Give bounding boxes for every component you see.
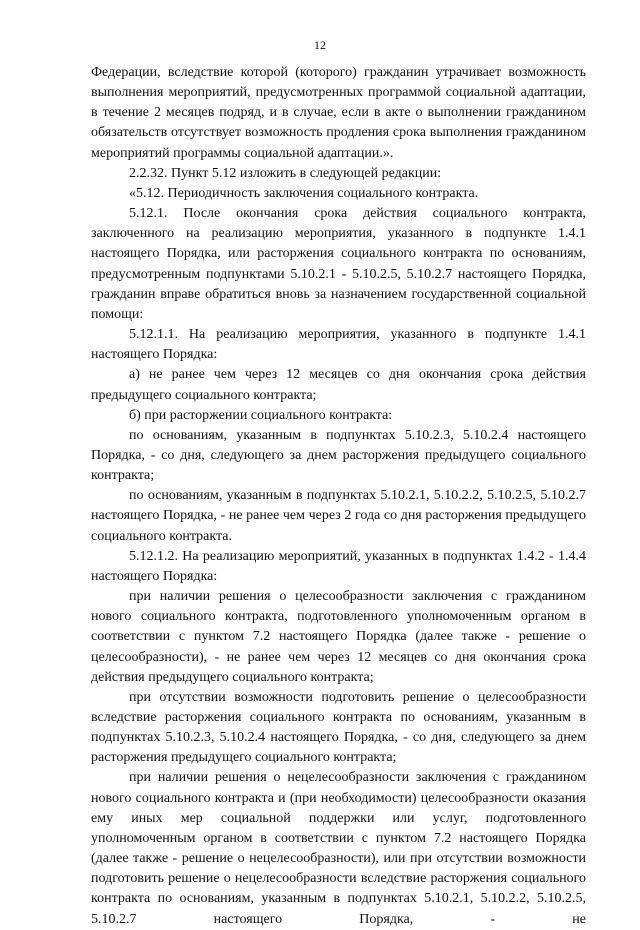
- paragraph-5-12-1-2: 5.12.1.2. На реализацию мероприятий, указанных в подпунктах 1.4.2 - 1.4.4 настоящего Порядка:: [91, 548, 586, 584]
- paragraph-expediency-decision: при наличии решения о целесообразности заключения с гражданином нового социального контракта, подготовленного уполномоченным органом в соответствии с пунктом 7.2 настоящего Порядка (далее также - решение о целесообразности), - не ранее чем через 12 месяцев со дня окончания срока действия предыдущего социального контракта;: [91, 589, 586, 685]
- paragraph-item-b: б) при расторжении социального контракта:: [129, 407, 393, 423]
- paragraph-item-a: а) не ранее чем через 12 месяцев со дня окончания срока действия предыдущего социального контракта;: [91, 367, 586, 403]
- document-body: [91, 63, 586, 930]
- paragraph-section-heading: «5.12. Периодичность заключения социального контракта.: [129, 185, 479, 201]
- paragraph-5-12-1-1: 5.12.1.1. На реализацию мероприятия, указанного в подпункте 1.4.1 настоящего Порядка:: [91, 327, 586, 363]
- page-number: 12: [314, 38, 326, 52]
- paragraph-no-possibility: при отсутствии возможности подготовить решение о целесообразности вследствие расторжения социального контракта по основаниям, указанным в подпунктах 5.10.2.3, 5.10.2.4 настоящего Порядка, - со дня, следующего за днем расторжения предыдущего социального контракта;: [91, 689, 586, 766]
- paragraph-grounds-2: по основаниям, указанным в подпунктах 5.10.2.1, 5.10.2.2, 5.10.2.5, 5.10.2.7 настоящего Порядка, - не ранее чем через 2 года со дня расторжения предыдущего социального контракта.: [91, 488, 586, 544]
- paragraph-continuation: Федерации, вследствие которой (которого) гражданин утрачивает возможность выполнения мероприятий, предусмотренных программой социальной адаптации, в течение 2 месяцев подряд, и в случае, если в акте о выполнении гражданином обязательств отсутствует возможность продления срока выполнения гражданином мероприятий программы социальной адаптации.».: [91, 65, 586, 161]
- paragraph-amendment-intro: 2.2.32. Пункт 5.12 изложить в следующей редакции:: [129, 165, 442, 181]
- paragraph-inexpediency-decision: при наличии решения о нецелесообразности заключения с гражданином нового социального контракта и (при необходимости) целесообразности оказания ему иных мер социальной поддержки или услуг, подготовленного уполномоченным органом в соответствии с пунктом 7.2 настоящего Порядка (далее также - решение о нецелесообразности), или при отсутствии возможности подготовить решение о нецелесообразности вследствие расторжения социального контракта по основаниям, указанным в подпунктах 5.10.2.1, 5.10.2.2, 5.10.2.5, 5.10.2.7 настоящего Порядка, - не: [91, 770, 586, 927]
- paragraph-grounds-1: по основаниям, указанным в подпунктах 5.10.2.3, 5.10.2.4 настоящего Порядка, - со дня, следующего за днем расторжения предыдущего социального контракта;: [91, 427, 586, 484]
- paragraph-5-12-1: 5.12.1. После окончания срока действия социального контракта, заключенного на реализацию мероприятия, указанного в подпункте 1.4.1 настоящего Порядка, или расторжения социального контракта по основаниям, предусмотренным подпунктами 5.10.2.1 - 5.10.2.5, 5.10.2.7 настоящего Порядка, гражданин вправе обратиться вновь за назначением государственной социальной помощи:: [91, 206, 586, 322]
